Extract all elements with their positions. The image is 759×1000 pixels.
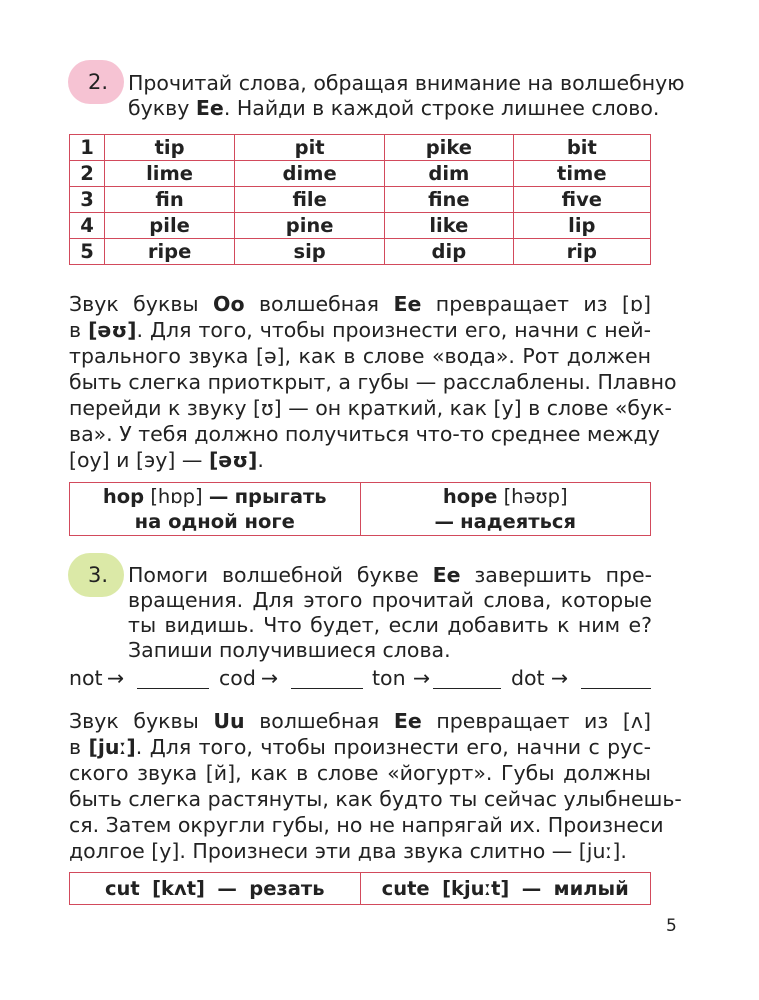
text-segment: волшебная <box>244 292 394 316</box>
example-left-line-2 <box>135 509 295 534</box>
paragraph-line: долгое [у]. Произнеси эти два звука слитно — [juː]. <box>69 839 627 863</box>
paragraph-line: быть слегка растянуты, как будто ты сейчас улыбнешь- <box>69 787 682 811</box>
exercise-3-number <box>68 553 124 597</box>
text-segment: . Найди в каждой строке лишнее слово. <box>223 96 660 120</box>
row-number: 3 <box>70 187 105 213</box>
example-box-hop-hope <box>69 482 651 536</box>
dash: — <box>208 485 229 508</box>
dash: — <box>217 877 237 900</box>
paragraph-line: перейди к звуку [ʊ] — он краткий, как [у] в слове «бук- <box>69 396 672 420</box>
word-cell: bit <box>513 135 650 161</box>
word-cell: sip <box>235 239 385 265</box>
word-cell: rip <box>513 239 650 265</box>
text-segment: Звук буквы <box>69 709 214 733</box>
text-segment: в <box>69 735 89 759</box>
example-right-line-2 <box>434 509 576 534</box>
example-box-cut-cute <box>69 872 651 905</box>
example-word: hope <box>442 485 498 508</box>
paragraph-uu-sound <box>69 708 682 864</box>
example-transcription: [həʊp] <box>503 485 568 508</box>
row-number: 4 <box>70 213 105 239</box>
text-segment: Помоги волшебной букве <box>128 563 433 587</box>
transcription-bold: [juː] <box>88 735 136 759</box>
dash: — <box>521 877 542 900</box>
row-number: 2 <box>70 161 105 187</box>
example-meaning: милый <box>553 877 629 900</box>
word-cell: pine <box>235 213 385 239</box>
word-cell: ripe <box>105 239 235 265</box>
row-number: 5 <box>70 239 105 265</box>
example-right-line <box>382 876 629 901</box>
example-word: hop <box>102 485 145 508</box>
word-cell: pike <box>385 135 514 161</box>
letter-ee-bold: Ee <box>195 96 224 120</box>
transcription-bold: [əʊ] <box>208 448 258 472</box>
text-segment: превращает из [ɒ] <box>421 292 651 316</box>
word-cell: dip <box>385 239 514 265</box>
exercise-3-instruction <box>128 563 652 663</box>
text-segment: Звук буквы <box>69 292 214 316</box>
arrow-icon: → <box>107 666 125 690</box>
text-segment: [оу] и [эу] — <box>69 448 209 472</box>
paragraph-line: трального звука [ə], как в слове «вода». Рот должен <box>69 344 651 368</box>
fill-in-row <box>69 664 651 692</box>
example-right-line-1 <box>443 484 568 509</box>
example-meaning: надеяться <box>460 510 577 533</box>
example-meaning-cont: на одной ноге <box>134 510 295 533</box>
text-segment: завершить пре- <box>460 563 652 587</box>
word-cell: pile <box>105 213 235 239</box>
paragraph-line: быть слегка приоткрыт, а губы — расслаблены. Плавно <box>69 370 677 394</box>
paragraph-oo-sound <box>69 291 677 473</box>
example-left-cell <box>70 873 360 904</box>
example-transcription: [kʌt] <box>152 877 205 900</box>
paragraph-line <box>69 734 651 760</box>
example-word: cut <box>104 877 140 900</box>
letter-ee-bold: Ee <box>432 563 461 587</box>
letter-uu-bold: Uu <box>213 709 245 733</box>
table-row <box>70 135 651 161</box>
example-right-cell <box>360 873 651 904</box>
text-segment: . Для того, чтобы произнести его, начни с ней- <box>136 318 651 342</box>
text-segment: . Для того, чтобы произнести его, начни с рус- <box>135 735 651 759</box>
exercise-2-instruction <box>128 71 685 121</box>
answer-blank-2[interactable] <box>291 688 363 689</box>
text-segment: превращает из [ʌ] <box>421 709 652 733</box>
answer-blank-3[interactable] <box>433 688 501 689</box>
word-cell: five <box>513 187 650 213</box>
exercise-3-number-text: 3. <box>87 563 109 587</box>
word-cell: lip <box>513 213 650 239</box>
text-segment: . <box>257 448 264 472</box>
paragraph-line: ва». У тебя должно получиться что-то среднее между <box>69 422 660 446</box>
example-left-line <box>105 876 325 901</box>
exercise-3-instruction-line-2: вращения. Для этого прочитай слова, которые <box>128 588 652 612</box>
fill-word-not: not <box>69 666 103 690</box>
exercise-2-number-text: 2. <box>87 70 109 94</box>
table-row <box>70 239 651 265</box>
example-left-line-1 <box>103 484 327 509</box>
fill-word-cod: cod <box>219 666 256 690</box>
word-cell: lime <box>105 161 235 187</box>
table-row <box>70 213 651 239</box>
paragraph-line <box>69 317 651 343</box>
exercise-3-instruction-line-4: Запиши получившиеся слова. <box>128 638 451 662</box>
answer-blank-1[interactable] <box>137 688 209 689</box>
letter-ee-bold: Ee <box>393 292 422 316</box>
example-left-cell <box>70 483 360 535</box>
word-cell: dim <box>385 161 514 187</box>
paragraph-line <box>69 447 651 473</box>
arrow-icon: → <box>413 666 431 690</box>
row-number: 1 <box>70 135 105 161</box>
paragraph-line <box>69 291 651 317</box>
example-meaning: прыгать <box>234 485 327 508</box>
paragraph-line: ся. Затем округли губы, но не напрягай их. Произнеси <box>69 813 664 837</box>
transcription-bold: [əʊ] <box>88 318 137 342</box>
fill-word-dot: dot <box>511 666 545 690</box>
word-table <box>69 134 651 265</box>
paragraph-line: ского звука [й], как в слове «йогурт». Губы должны <box>69 761 651 785</box>
word-cell: dime <box>235 161 385 187</box>
arrow-icon: → <box>551 666 569 690</box>
example-meaning: резать <box>249 877 325 900</box>
exercise-3-instruction-line-3: ты видишь. Что будет, если добавить к ним e? <box>128 613 652 637</box>
dash: — <box>434 510 454 533</box>
word-cell: tip <box>105 135 235 161</box>
table-row <box>70 161 651 187</box>
example-transcription: [hɒp] <box>150 485 203 508</box>
table-row <box>70 187 651 213</box>
exercise-3-instruction-line-1 <box>128 563 652 588</box>
exercise-2-instruction-line-2 <box>128 96 660 121</box>
word-cell: fine <box>385 187 514 213</box>
page-number: 5 <box>666 916 677 936</box>
text-segment: в <box>69 318 89 342</box>
example-word: cute <box>381 877 430 900</box>
word-cell: pit <box>235 135 385 161</box>
fill-word-ton: ton <box>372 666 406 690</box>
exercise-2-instruction-line-1: Прочитай слова, обращая внимание на волшебную <box>128 71 685 95</box>
exercise-2-number <box>68 60 124 104</box>
word-cell: like <box>385 213 514 239</box>
word-cell: file <box>235 187 385 213</box>
word-cell: time <box>513 161 650 187</box>
arrow-icon: → <box>261 666 279 690</box>
example-transcription: [kjuːt] <box>442 877 510 900</box>
example-right-cell <box>360 483 651 535</box>
paragraph-line <box>69 708 651 734</box>
answer-blank-4[interactable] <box>581 688 651 689</box>
letter-ee-bold: Ee <box>393 709 422 733</box>
text-segment: волшебная <box>244 709 394 733</box>
word-cell: fin <box>105 187 235 213</box>
text-segment: букву <box>128 96 196 120</box>
letter-oo-bold: Oo <box>213 292 245 316</box>
